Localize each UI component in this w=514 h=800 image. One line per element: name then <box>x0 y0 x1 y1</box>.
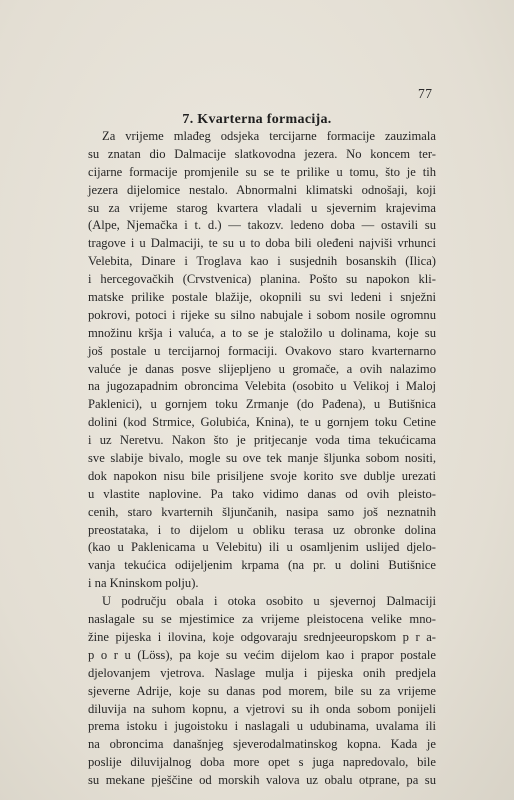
text-line: sjeverne Adrije, koje su danas pod morem, bile su za vrijeme <box>88 683 436 698</box>
text-line: sve slabije bivalo, mogle su ove tek manje šljunka sobom nositi, <box>88 451 436 466</box>
text-line: tragove i u Dalmaciji, te su u to doba bili oleđeni najviši vrhunci <box>88 236 436 251</box>
body-text <box>88 128 436 790</box>
text-line: cijarne formacije promjenile su se te prilike u tomu, što je tih <box>88 164 436 179</box>
text-line: dolini (kod Strmice, Golubića, Knina), te u gornjem toku Cetine <box>88 415 436 430</box>
text-line: naslagale su se mjestimice za vrijeme pleistocena velike mno- <box>88 612 436 627</box>
text-line: (kao u Paklenicama u Velebitu) ili u osamljenim uslijed djelo- <box>88 540 436 555</box>
text-line: (Alpe, Njemačka i t. d.) — takozv. ledeno doba — ostavili su <box>88 218 436 233</box>
text-line: još postale u tercijarnoj formaciji. Ovakovo staro kvarternarno <box>88 343 436 358</box>
text-line: na jugozapadnim obroncima Velebita (osobito u Velikoj i Maloj <box>88 379 436 394</box>
text-line: i na Kninskom polju). <box>88 576 199 591</box>
text-line: su mekane pješčine od morskih valova uz obalu otprane, pa su <box>88 773 436 788</box>
text-line: u vlastite naplovine. Pa tako vidimo danas od ovih pleisto- <box>88 486 436 501</box>
text-line: jezera dijelomice nestalo. Abnormalni klimatski odnošaji, koji <box>88 182 436 197</box>
text-line: diluvija na suhom kopnu, a vjetrovi su ih onda sobom ponijeli <box>88 701 436 716</box>
text-line: Za vrijeme mlađeg odsjeka tercijarne formacije zauzimala <box>102 129 436 143</box>
text-line: množinu kršja i valuća, a to se je staložilo u dolinama, koje su <box>88 325 436 340</box>
text-line: djelovanjem vjetrova. Naslage mulja i pijeska onih predjela <box>88 665 436 680</box>
text-line: cenih, staro kvarternih šljunčanih, nasipa samo još neznatnih <box>88 504 436 519</box>
text-line: Velebita, Dinare i Troglava kao i susjednih bosanskih (Ilica) <box>88 254 436 269</box>
text-line: U području obala i otoka osobito u sjevernoj Dalmaciji <box>102 594 436 609</box>
page-number: 77 <box>418 86 433 101</box>
text-line: na obroncima današnjeg sjeverodalmatinskog kopna. Kada je <box>88 737 436 752</box>
text-line: i hercegovačkih (Crvstvenica) planina. Pošto su napokon kli- <box>88 272 436 287</box>
text-line: žine pijeska i ilovina, koje odgovaraju srednjeeuropskom p r a- <box>88 629 436 644</box>
text-line: prema istoku i jugoistoku i naslagali u udubinama, uvalama ili <box>88 719 436 734</box>
text-line: su znatan dio Dalmacije slatkovodna jezera. No koncem ter- <box>88 146 436 161</box>
text-line: vanja tekućica odijeljenim krpama (na pr. u dolini Butišnice <box>88 558 436 573</box>
text-line: valuće je danas posve slijepljeno u gromače, a ovih nalazimo <box>88 361 436 376</box>
text-line: dok napokon nisu bile prisiljene svoje korito sve dublje urezati <box>88 468 436 483</box>
text-line: matske prilike postale blažije, okopnili su svi ledeni i snježni <box>88 290 436 305</box>
text-line: su za vrijeme starog kvartera vladali u sjevernim krajevima <box>88 200 436 215</box>
text-line: i uz Neretvu. Nakon što je pritjecanje voda tima tekućicama <box>88 433 436 448</box>
text-line: pokrovi, potoci i rijeke su silno nabujale i sobom nosile ogromnu <box>88 307 436 322</box>
text-line: p o r u (Löss), pa koje su većim dijelom kao i prapor postale <box>88 647 436 662</box>
text-line: preostataka, i to dijelom u obliku terasa uz obronke dolina <box>88 522 436 537</box>
section-heading: 7. Kvarterna formacija. <box>182 112 332 127</box>
text-line: poslije diluvijalnog doba more opet s juga napredovalo, bile <box>88 755 436 770</box>
text-line: Paklenici), u gornjem toku Zrmanje (do Pađena), u Butišnica <box>88 397 436 412</box>
